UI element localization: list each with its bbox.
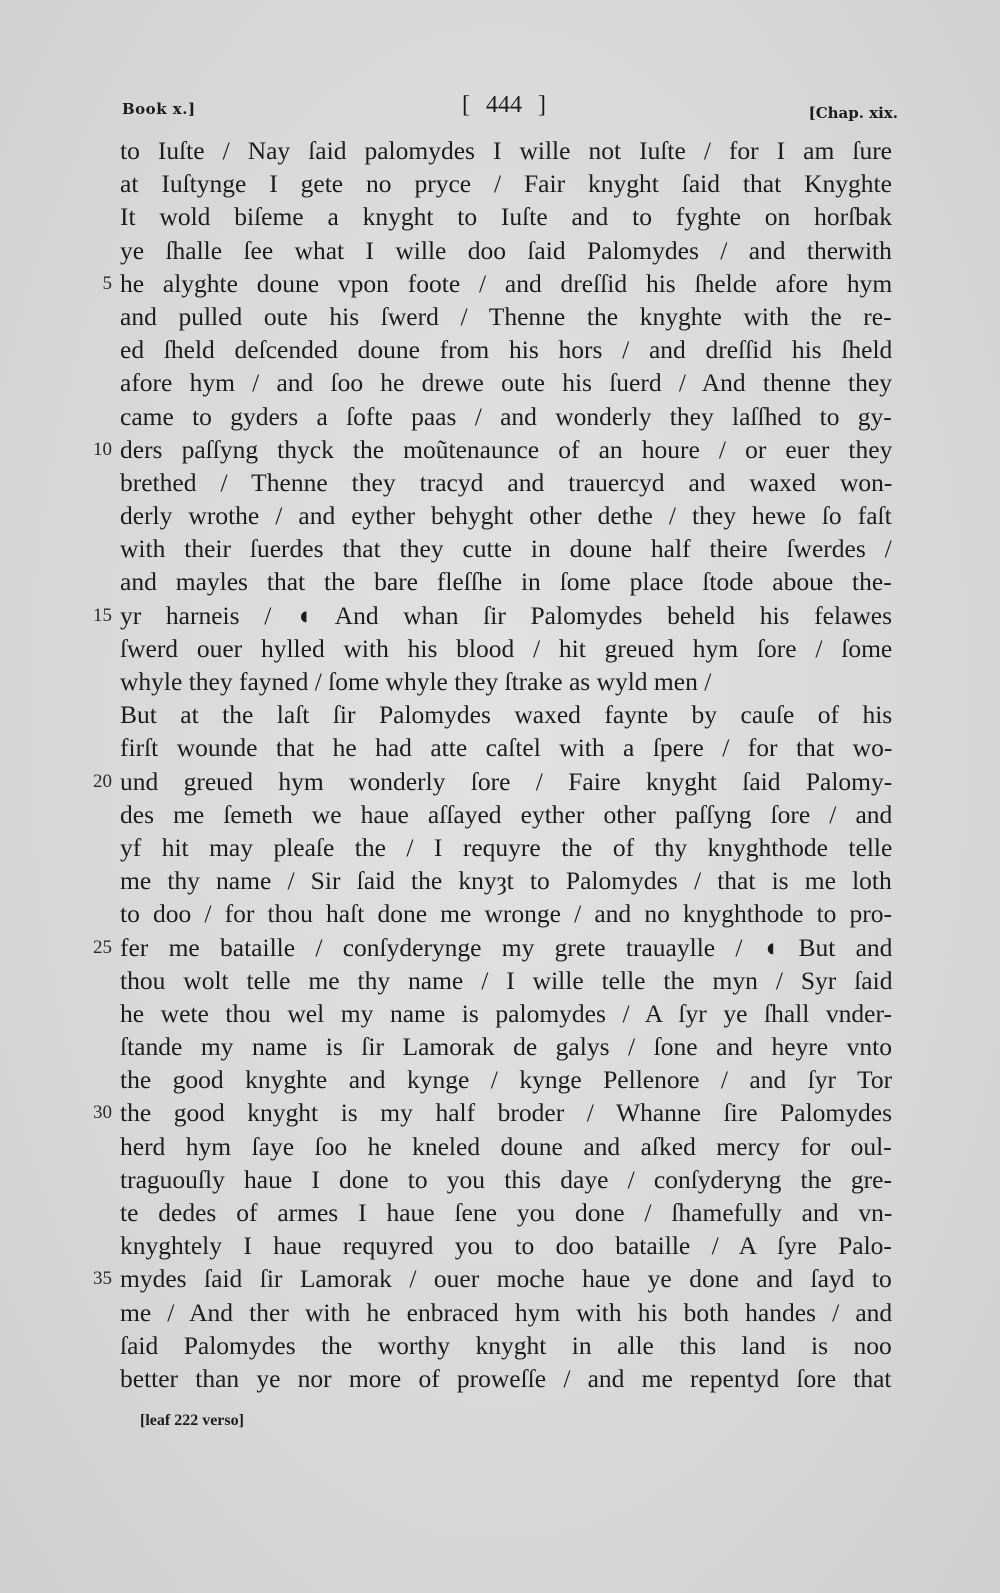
line-text: des me ſemeth we haue aſſayed eyther other paſſyng ſore / and xyxy=(120,799,893,829)
page-number: [ 444 ] xyxy=(462,92,546,118)
text-line xyxy=(0,1362,1000,1395)
line-text: with their ſuerdes that they cutte in doune half theire ſwerdes / xyxy=(120,534,892,564)
text-line xyxy=(0,532,1000,565)
text-line xyxy=(0,200,1000,233)
text-line xyxy=(0,731,1000,764)
line-text: yf hit may pleaſe the / I requyre the of thy knyghthode telle xyxy=(120,832,893,862)
line-text: ſwerd ouer hylled with his blood / hit greued hym ſore / ſome xyxy=(120,633,893,663)
line-text: to Iuſte / Nay ſaid palomydes I wille not Iuſte / for I am ſure xyxy=(120,136,892,165)
line-number: 15 xyxy=(93,604,112,626)
line-text: and pulled oute his ſwerd / Thenne the knyghte with the re- xyxy=(120,301,892,331)
text-line xyxy=(0,798,1000,831)
text-line xyxy=(0,1163,1000,1196)
line-text: and mayles that the bare fleſſhe in ſome place ſtode aboue the- xyxy=(120,567,892,597)
line-text: derly wrothe / and eyther behyght other dethe / they hewe ſo faſt xyxy=(120,501,892,531)
line-text: traguouſly haue I done to you this daye / conſyderyng the gre- xyxy=(120,1164,892,1194)
text-line xyxy=(0,632,1000,665)
line-text: he alyghte doune vpon foote / and dreſſid his ſhelde afore hym xyxy=(120,268,893,298)
line-text: und greued hym wonderly ſore / Faire knyght ſaid Palomy- xyxy=(120,766,893,796)
line-text: herd hym ſaye ſoo he kneled doune and aſked mercy for oul- xyxy=(120,1131,892,1161)
line-text: ed ſheld deſcended doune from his hors / and dreſſid his ſheld xyxy=(120,335,893,365)
text-line xyxy=(0,1196,1000,1229)
text-line xyxy=(0,698,1000,731)
text-line xyxy=(0,1296,1000,1329)
line-text: me / And ther with he enbraced hym with his both handes / and xyxy=(120,1297,893,1327)
line-text: afore hym / and ſoo he drewe oute his ſuerd / And thenne they xyxy=(120,368,892,398)
text-line xyxy=(0,565,1000,598)
line-text: knyghtely I haue requyred you to doo bataille / A ſyre Palo- xyxy=(120,1231,892,1261)
text-line xyxy=(0,433,1000,466)
text-line xyxy=(0,1329,1000,1362)
text-line xyxy=(0,931,1000,964)
text-line xyxy=(0,499,1000,532)
text-line xyxy=(0,1229,1000,1262)
text-line xyxy=(0,964,1000,997)
line-text: whyle they fayned / ſome whyle they ſtrake as wyld men / xyxy=(120,667,712,696)
line-number: 20 xyxy=(93,770,112,792)
line-number: 35 xyxy=(93,1268,112,1290)
line-text: thou wolt telle me thy name / I wille telle the myn / Syr ſaid xyxy=(120,965,893,995)
book-number: Book x.] xyxy=(122,100,196,118)
line-text: ſtande my name is ſir Lamorak de galys / ſone and heyre vnto xyxy=(120,1032,892,1062)
text-line xyxy=(0,1030,1000,1063)
text-line xyxy=(0,167,1000,200)
leaf-note: [leaf 222 verso] xyxy=(140,1412,244,1429)
line-text: me thy name / Sir ſaid the knyȝt to Palomydes / that is me loth xyxy=(120,866,892,896)
text-line xyxy=(0,864,1000,897)
line-text: brethed / Thenne they tracyd and trauercyd and waxed won- xyxy=(120,467,893,497)
text-line xyxy=(0,765,1000,798)
line-text: to doo / for thou haſt done me wronge / and no knyghthode to pro- xyxy=(120,899,893,929)
text-line xyxy=(0,831,1000,864)
line-text: the good knyghte and kynge / kynge Pellenore / and ſyr Tor xyxy=(120,1065,893,1095)
line-text: ſaid Palomydes the worthy knyght in alle this land is noo xyxy=(120,1330,892,1360)
text-line xyxy=(0,1096,1000,1129)
line-text: yr harneis / ◖ And whan ſir Palomydes beheld his felawes xyxy=(120,600,893,630)
line-number: 10 xyxy=(93,438,112,460)
text-line xyxy=(0,333,1000,366)
text-line xyxy=(0,1063,1000,1096)
text-line xyxy=(0,366,1000,399)
text-line xyxy=(0,466,1000,499)
text-line xyxy=(0,1130,1000,1163)
line-number: 30 xyxy=(93,1102,112,1124)
body-text xyxy=(0,134,1000,1395)
line-text: ders paſſyng thyck the moũtenaunce of an houre / or euer they xyxy=(120,434,893,464)
running-head xyxy=(122,92,898,132)
text-line xyxy=(0,267,1000,300)
line-text: firſt wounde that he had atte caſtel with a ſpere / for that wo- xyxy=(120,733,893,763)
text-line xyxy=(0,234,1000,267)
text-line xyxy=(0,997,1000,1030)
line-text: fer me bataille / conſyderynge my grete trauaylle / ◖ But and xyxy=(120,932,893,962)
line-text: te dedes of armes I haue ſene you done / ſhamefully and vn- xyxy=(120,1198,893,1227)
line-number: 25 xyxy=(93,936,112,958)
line-text: at Iuſtynge I gete no pryce / Fair knyght ſaid that Knyghte xyxy=(120,169,892,199)
line-text: It wold biſeme a knyght to Iuſte and to fyghte on horſbak xyxy=(120,202,893,232)
line-text: But at the laſt ſir Palomydes waxed faynte by cauſe of his xyxy=(120,700,893,730)
line-text: came to gyders a ſofte paas / and wonderly they laſſhed to gy- xyxy=(120,401,892,431)
text-line xyxy=(0,1262,1000,1295)
line-text: he wete thou wel my name is palomydes / A ſyr ye ſhall vnder- xyxy=(120,998,892,1028)
text-line xyxy=(0,599,1000,632)
line-number: 5 xyxy=(102,272,112,294)
line-text: the good knyght is my half broder / Whanne ſire Palomydes xyxy=(120,1098,892,1128)
line-text: better than ye nor more of proweſſe / and me repentyd ſore that xyxy=(120,1363,892,1393)
text-line xyxy=(0,665,1000,698)
text-line xyxy=(0,400,1000,433)
line-text: ye ſhalle ſee what I wille doo ſaid Palomydes / and therwith xyxy=(120,235,892,265)
line-text: mydes ſaid ſir Lamorak / ouer moche haue ye done and ſayd to xyxy=(120,1264,892,1294)
text-line xyxy=(0,300,1000,333)
text-line xyxy=(0,134,1000,167)
chapter-number: [Chap. xix. xyxy=(808,104,898,122)
text-line xyxy=(0,897,1000,930)
